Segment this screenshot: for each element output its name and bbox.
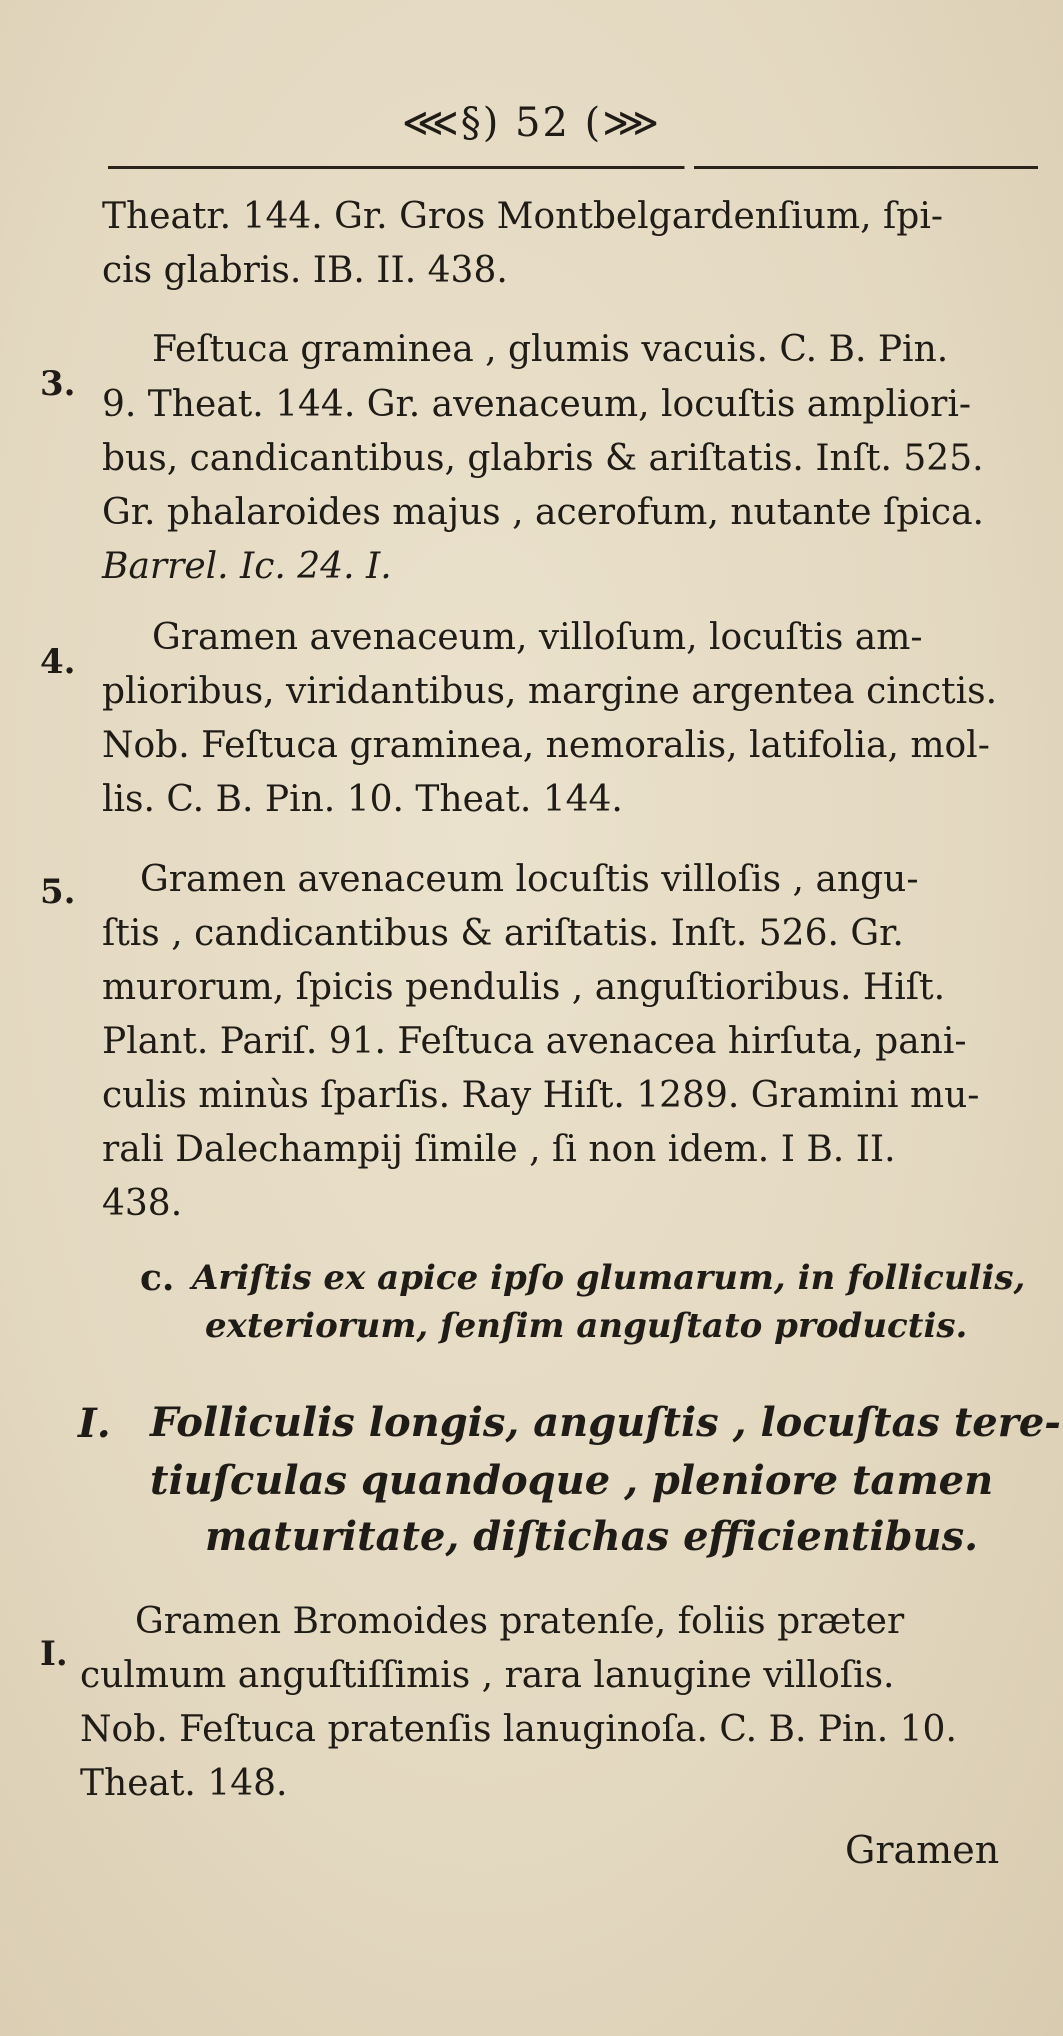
entry-4-line-4: lis. C. B. Pin. 10. Theat. 144. <box>102 779 623 820</box>
entry-5-line-4: Plant. Pariſ. 91. Feſtuca avenacea hirſuta, pani- <box>102 1021 967 1062</box>
entry-5-line-7: 438. <box>102 1183 183 1224</box>
entry-number-5: 5. <box>40 872 76 912</box>
entry-5-line-5: culis minùs ſparſis. Ray Hiſt. 1289. Gramini mu- <box>102 1075 980 1116</box>
entry-3-line-5: Barrel. Ic. 24. I. <box>102 546 392 587</box>
entry-1-line-1: Gramen Bromoides pratenſe, foliis præter <box>135 1601 905 1642</box>
entry-number-4: 4. <box>40 642 76 682</box>
section-c-line-2: exteriorum, ſenſim anguſtato productis. <box>205 1306 968 1346</box>
subsection-line-1: Folliculis longis, anguſtis , locuſtas tere- <box>150 1399 1061 1446</box>
entry-3-line-1: Feſtuca graminea , glumis vacuis. C. B. Pin. <box>152 329 949 370</box>
subsection-line-3: maturitate, diſtichas efficientibus. <box>205 1513 979 1560</box>
entry-number-1: I. <box>40 1634 68 1674</box>
continuation-line-2: cis glabris. IB. II. 438. <box>102 250 508 291</box>
catchword: Gramen <box>845 1828 1000 1872</box>
continuation-line-1: Theatr. 144. Gr. Gros Montbelgardenſium, ſpi- <box>102 196 944 237</box>
entry-3-line-4: Gr. phalaroides majus , acerofum, nutante ſpica. <box>102 492 984 533</box>
entry-3-line-2: 9. Theat. 144. Gr. avenaceum, locuſtis ampliori- <box>102 384 972 425</box>
entry-5-line-1: Gramen avenaceum locuſtis villoſis , angu- <box>140 859 919 900</box>
entry-5-line-6: rali Dalechampij ſimile , ſi non idem. I B. II. <box>102 1129 896 1170</box>
subsection-line-2: tiuſculas quandoque , pleniore tamen <box>150 1457 994 1504</box>
entry-1-line-3: Nob. Feſtuca pratenſis lanuginoſa. C. B. Pin. 10. <box>80 1709 957 1750</box>
entry-4-line-1: Gramen avenaceum, villoſum, locuſtis am- <box>152 617 923 658</box>
subsection-number-1: I. <box>78 1400 111 1447</box>
section-c-letter: c. <box>140 1257 175 1299</box>
section-c-line-1: Ariſtis ex apice ipſo glumarum, in folliculis, <box>192 1258 1026 1298</box>
entry-5-line-2: ſtis , candicantibus & ariſtatis. Inſt. 526. Gr. <box>102 913 904 954</box>
page-header: ⋘§) 52 (⋙ <box>401 100 662 146</box>
entry-1-line-4: Theat. 148. <box>80 1763 288 1804</box>
entry-number-3: 3. <box>40 364 76 404</box>
entry-1-line-2: culmum anguſtiſſimis , rara lanugine villoſis. <box>80 1655 895 1696</box>
entry-3-line-3: bus, candicantibus, glabris & ariſtatis. Inſt. 525. <box>102 438 984 479</box>
entry-4-line-2: plioribus, viridantibus, margine argentea cinctis. <box>102 671 998 712</box>
entry-4-line-3: Nob. Feſtuca graminea, nemoralis, latifolia, mol- <box>102 725 990 766</box>
header-rule <box>108 166 1038 169</box>
entry-5-line-3: murorum, ſpicis pendulis , anguſtioribus. Hiſt. <box>102 967 946 1008</box>
